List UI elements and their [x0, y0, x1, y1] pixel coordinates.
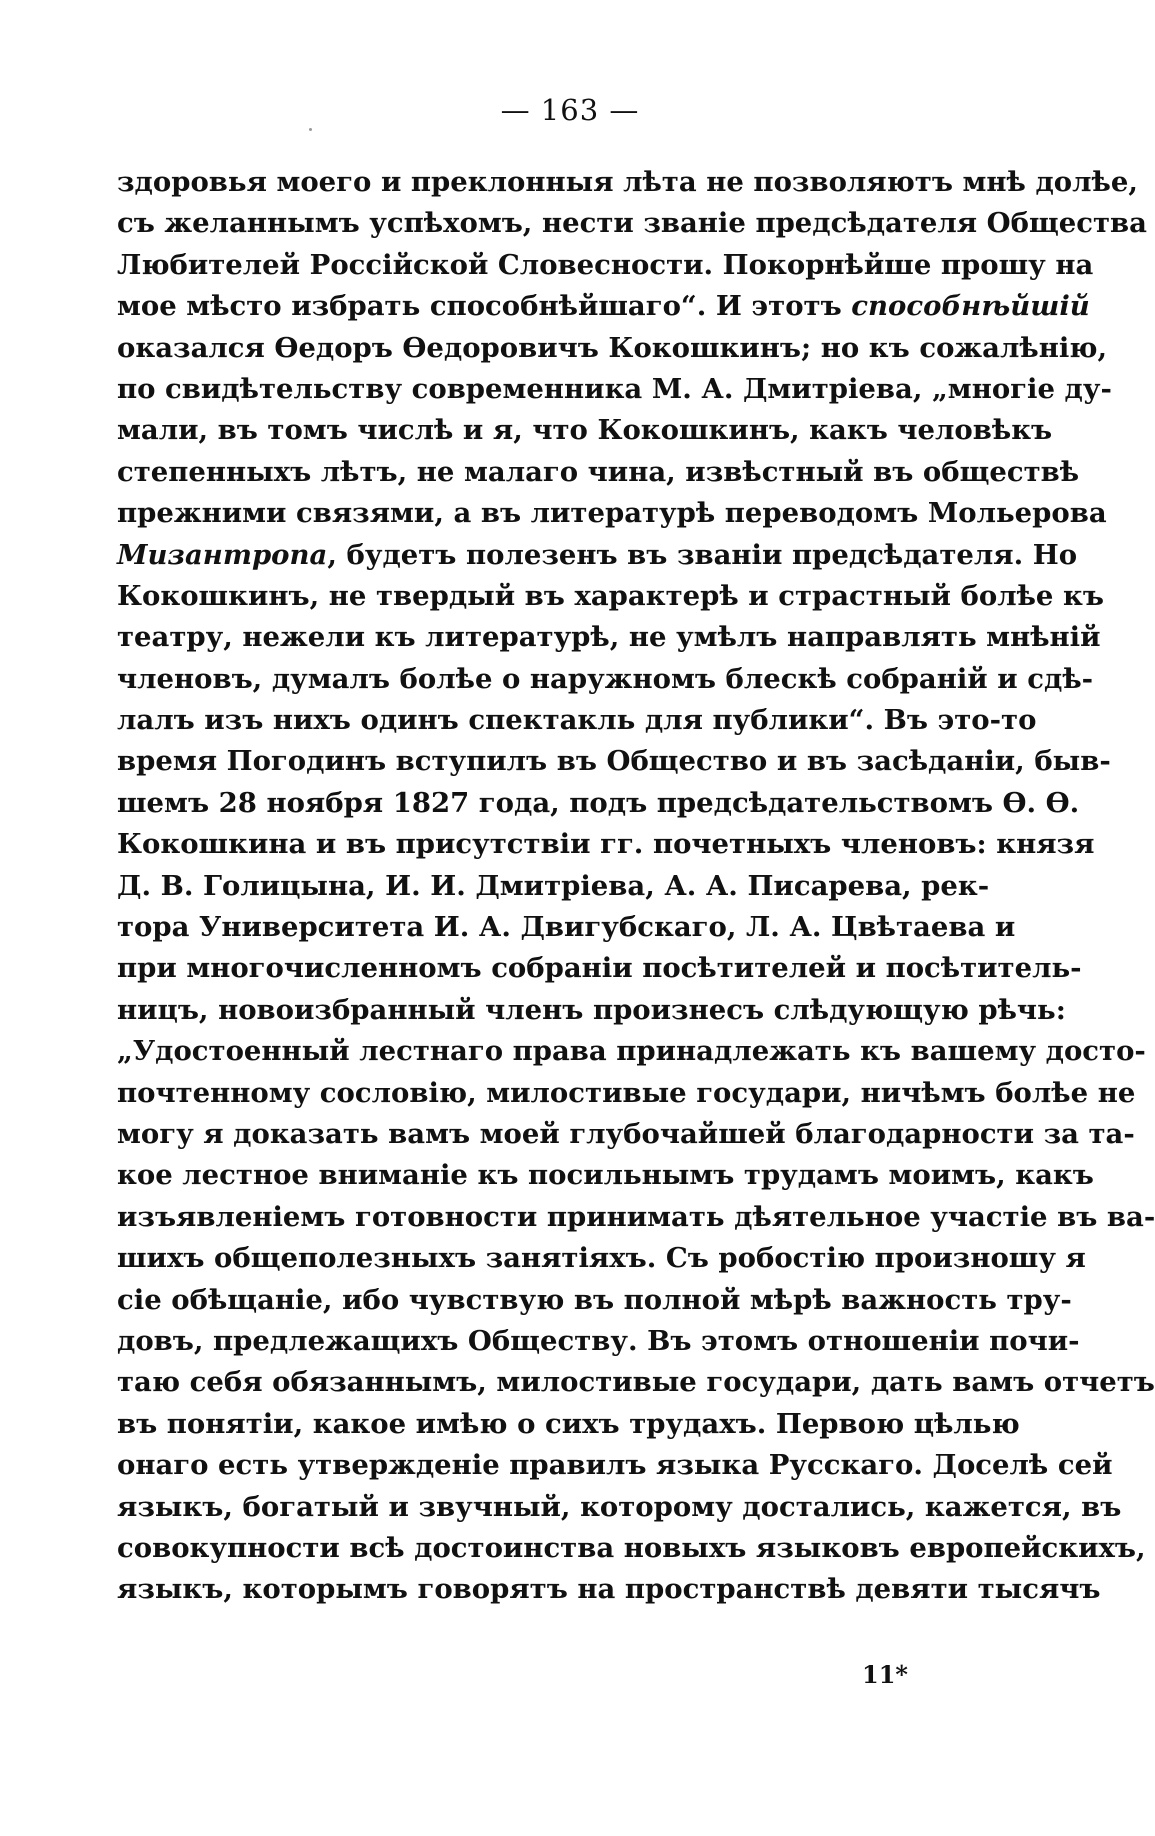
text-line: оказался Ѳедоръ Ѳедоровичъ Кокошкинъ; но къ сожалѣнію,: [117, 331, 1108, 364]
text-line: при многочисленномъ собраніи посѣтителей и посѣтитель-: [117, 952, 1082, 985]
text-line: членовъ, думалъ болѣе о наружномъ блескѣ собраній и сдѣ-: [117, 662, 1094, 695]
text-line: сіе обѣщаніе, ибо чувствую въ полной мѣрѣ важность тру-: [117, 1283, 1072, 1316]
text-line: съ желаннымъ успѣхомъ, нести званіе предсѣдателя Общества: [117, 207, 1147, 240]
text-line: онаго есть утвержденіе правилъ языка Русскаго. Доселѣ сей: [117, 1449, 1113, 1482]
italic-word: способнѣйшій: [851, 290, 1090, 323]
text-line: кое лестное вниманіе къ посильнымъ трудамъ моимъ, какъ: [117, 1159, 1094, 1192]
text-line: Любителей Россійской Словесности. Покорнѣйше прошу на: [117, 248, 1094, 281]
text-line: могу я доказать вамъ моей глубочайшей благодарности за та-: [117, 1117, 1135, 1150]
text-line: довъ, предлежащихъ Обществу. Въ этомъ отношеніи почи-: [117, 1324, 1080, 1357]
text-line: тора Университета И. А. Двигубскаго, Л. А. Цвѣтаева и: [117, 911, 1016, 944]
text-line: ницъ, новоизбранный членъ произнесъ слѣдующую рѣчь:: [117, 993, 1066, 1026]
text-line: [117, 286, 1090, 327]
text-line: въ понятіи, какое имѣю о сихъ трудахъ. Первою цѣлью: [117, 1407, 1020, 1440]
page-number: — 163 —: [500, 93, 640, 127]
body-text: [117, 162, 1155, 1611]
text-line: шихъ общеполезныхъ занятіяхъ. Съ робостію произношу я: [117, 1242, 1086, 1275]
text-line: театру, нежели къ литературѣ, не умѣлъ направлять мнѣній: [117, 621, 1101, 654]
text-segment: , будетъ полезенъ въ званіи предсѣдателя. Но: [327, 538, 1078, 571]
text-line: Д. В. Голицына, И. И. Дмитріева, А. А. Писарева, рек-: [117, 869, 990, 902]
text-line: здоровья моего и преклонныя лѣта не позволяютъ мнѣ долѣе,: [117, 166, 1138, 198]
text-line: языкъ, богатый и звучный, которому достались, кажется, въ: [117, 1490, 1122, 1523]
text-line: [117, 535, 1078, 576]
text-line: время Погодинъ вступилъ въ Общество и въ засѣданіи, быв-: [117, 745, 1111, 778]
text-line: совокупности всѣ достоинства новыхъ языковъ европейскихъ,: [117, 1531, 1146, 1564]
text-line: почтенному сословію, милостивые государи, ничѣмъ болѣе не: [117, 1076, 1136, 1109]
text-line: степенныхъ лѣтъ, не малаго чина, извѣстный въ обществѣ: [117, 455, 1080, 488]
text-line: таю себя обязаннымъ, милостивые государи, дать вамъ отчетъ: [117, 1366, 1155, 1399]
text-line: языкъ, которымъ говорятъ на пространствѣ девяти тысячъ: [117, 1573, 1101, 1606]
text-line: изъявленіемъ готовности принимать дѣятельное участіе въ ва-: [117, 1200, 1155, 1233]
text-line: „Удостоенный лестнаго права принадлежать къ вашему досто-: [117, 1035, 1146, 1068]
text-line: лалъ изъ нихъ одинъ спектакль для публики“. Въ это-то: [117, 704, 1037, 737]
text-segment: мое мѣсто избрать способнѣйшаго“. И этотъ: [117, 290, 842, 323]
text-line: Кокошкинъ, не твердый въ характерѣ и страстный болѣе къ: [117, 579, 1104, 612]
paper-speck: [309, 128, 312, 131]
text-line: шемъ 28 ноября 1827 года, подъ предсѣдательствомъ Ѳ. Ѳ.: [117, 786, 1080, 819]
text-line: Кокошкина и въ присутствіи гг. почетныхъ членовъ: князя: [117, 828, 1095, 861]
italic-word: Мизантропа: [117, 538, 328, 571]
signature-mark: 11*: [862, 1660, 908, 1689]
text-line: по свидѣтельству современника М. А. Дмитріева, „многіе ду-: [117, 372, 1112, 405]
text-line: мали, въ томъ числѣ и я, что Кокошкинъ, какъ человѣкъ: [117, 414, 1053, 447]
text-line: прежними связями, а въ литературѣ переводомъ Мольерова: [117, 497, 1107, 530]
